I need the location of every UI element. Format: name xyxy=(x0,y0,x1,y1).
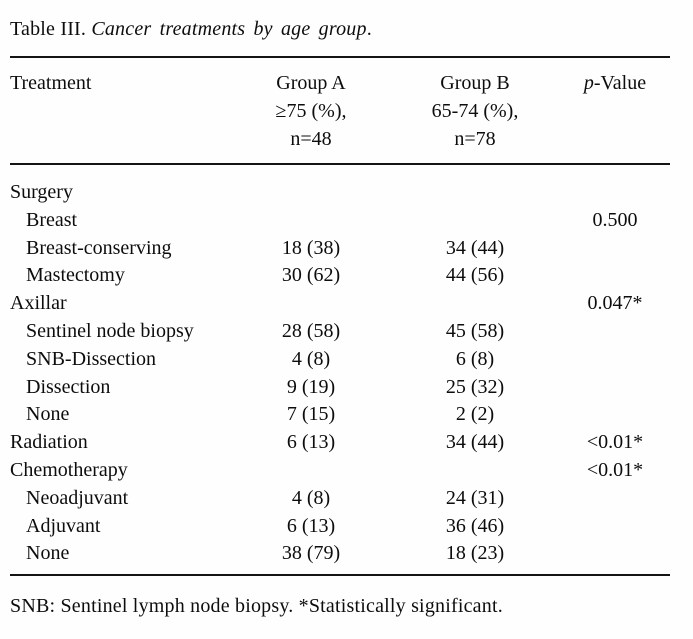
table-row-radiation: Radiation 6 (13) 34 (44) <0.01* xyxy=(10,431,644,454)
table-caption-number: Table III. xyxy=(10,18,92,40)
table-row-neoadjuvant: Neoadjuvant 4 (8) 24 (31) xyxy=(26,486,505,509)
table-body xyxy=(10,165,670,574)
table-row-breast-conserving: Breast-conserving 18 (38) 34 (44) xyxy=(26,236,505,259)
table-caption-title: Cancer treatments by age group xyxy=(91,18,367,40)
table-row-axillar: Axillar 0.047* xyxy=(10,292,643,315)
table-row-chemotherapy: Chemotherapy <0.01* xyxy=(10,458,644,481)
table-row-axillar-none: None 7 (15) 2 (2) xyxy=(26,403,495,426)
table-row-snb-dissection: SNB-Dissection 4 (8) 6 (8) xyxy=(26,347,495,370)
table-row-adjuvant: Adjuvant 6 (13) 36 (46) xyxy=(26,514,505,537)
column-header-treatment: Treatment xyxy=(10,72,92,94)
p-value-italic-p: p xyxy=(583,72,594,94)
table-row-breast: Breast 0.500 xyxy=(26,208,638,231)
table-row-sentinel-node-biopsy: Sentinel node biopsy 28 (58) 45 (58) xyxy=(26,319,505,342)
table-row-surgery: Surgery xyxy=(10,181,73,203)
table-footnote: SNB: Sentinel lymph node biopsy. *Statistically significant. xyxy=(10,595,503,618)
bottom-rule xyxy=(10,574,670,576)
column-header-group-b: Group B 65-74 (%), n=78 xyxy=(431,72,519,150)
table-row-chemo-none: None 38 (79) 18 (23) xyxy=(26,542,505,565)
table-caption xyxy=(10,0,670,44)
column-header-group-a: Group A ≥75 (%), n=48 xyxy=(275,72,347,150)
table-row-dissection: Dissection 9 (19) 25 (32) xyxy=(26,375,505,398)
table-header xyxy=(10,58,670,163)
table-row-mastectomy: Mastectomy 30 (62) 44 (56) xyxy=(26,264,505,287)
p-value-rest: -Value xyxy=(593,72,647,94)
table-caption-period: . xyxy=(366,18,372,40)
column-header-p-value xyxy=(560,69,670,153)
